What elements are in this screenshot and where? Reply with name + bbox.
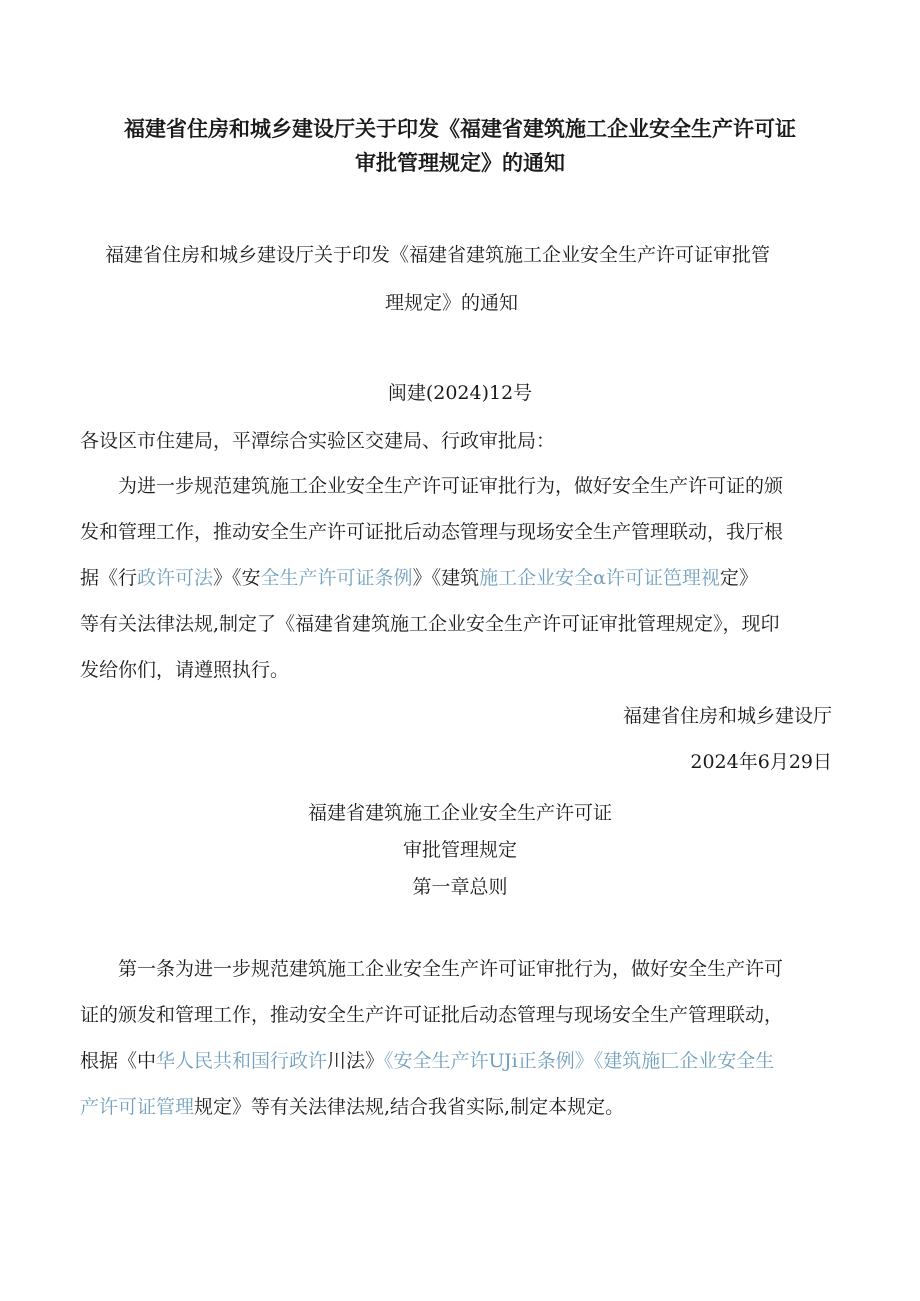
text-segment: 川法》 <box>327 1050 385 1072</box>
law-reference-link[interactable]: 政许可法 <box>137 567 214 589</box>
text-segment: 据《行 <box>80 567 138 589</box>
article-1-line-3 <box>80 1048 774 1074</box>
subtitle-line-1: 福建省住房和城乡建设厅关于印发《福建省建筑施工企业安全生产许可证审批管 <box>105 244 771 266</box>
rules-title-line-1: 福建省建筑施工企业安全生产许可证 <box>307 802 612 824</box>
rule-reference-link[interactable]: 产许可证管理 <box>80 1096 195 1118</box>
notice-para-line-1: 为进一步规范建筑施工企业安全生产许可证审批行为，做好安全生产许可证的颁 <box>118 475 784 497</box>
chapter-heading: 第一章总则 <box>412 876 508 898</box>
subtitle-line-2: 理规定》的通知 <box>385 292 519 314</box>
notice-para-line-5: 发给你们，请遵照执行。 <box>80 659 290 681</box>
article-1-line-2: 证的颁发和管理工作，推动安全生产许可证批后动态管理与现场安全生产管理联动， <box>80 1004 784 1026</box>
regulation-reference-link[interactable]: 全生产许可证条例 <box>260 567 413 589</box>
notice-para-line-2: 发和管理工作，推动安全生产许可证批后动态管理与现场安全生产管理联动，我厅根 <box>80 521 784 543</box>
article-1-line-1: 第一条为进一步规范建筑施工企业安全生产许可证审批行为，做好安全生产许可 <box>118 958 784 980</box>
text-segment: 》《安 <box>213 567 261 589</box>
rule-reference-link[interactable]: 施工企业安全α许可证笆理视 <box>479 567 720 589</box>
regulation-reference-link[interactable]: 《安全生产许UJi正条例》《建筑施匚企业安全生 <box>384 1050 775 1072</box>
issue-date: 2024年6月29日 <box>690 751 832 773</box>
addressee: 各设区市住建局，平潭综合实验区交建局、行政审批局： <box>80 430 556 452</box>
text-segment: 定》 <box>719 567 758 589</box>
text-segment: 规定》等有关法律法规,结合我省实际,制定本规定。 <box>194 1096 625 1118</box>
signature: 福建省住房和城乡建设厅 <box>622 705 832 727</box>
notice-para-line-4: 等有关法律法规,制定了《福建省建筑施工企业安全生产许可证审批管理规定》，现印 <box>80 613 780 635</box>
rules-title-line-2: 审批管理规定 <box>402 839 517 861</box>
document-title-line-1: 福建省住房和城乡建设厅关于印发《福建省建筑施工企业安全生产许可证 <box>124 117 796 141</box>
document-title-line-2: 审批管理规定》的通知 <box>355 151 565 175</box>
article-1-line-4 <box>80 1094 624 1120</box>
document-number: 闽建(2024)12号 <box>387 382 533 404</box>
text-segment: 》《建筑 <box>412 567 480 589</box>
notice-para-line-3 <box>80 565 758 591</box>
law-reference-link[interactable]: 华人民共和国行政许 <box>156 1050 328 1072</box>
text-segment: 根据《中 <box>80 1050 157 1072</box>
